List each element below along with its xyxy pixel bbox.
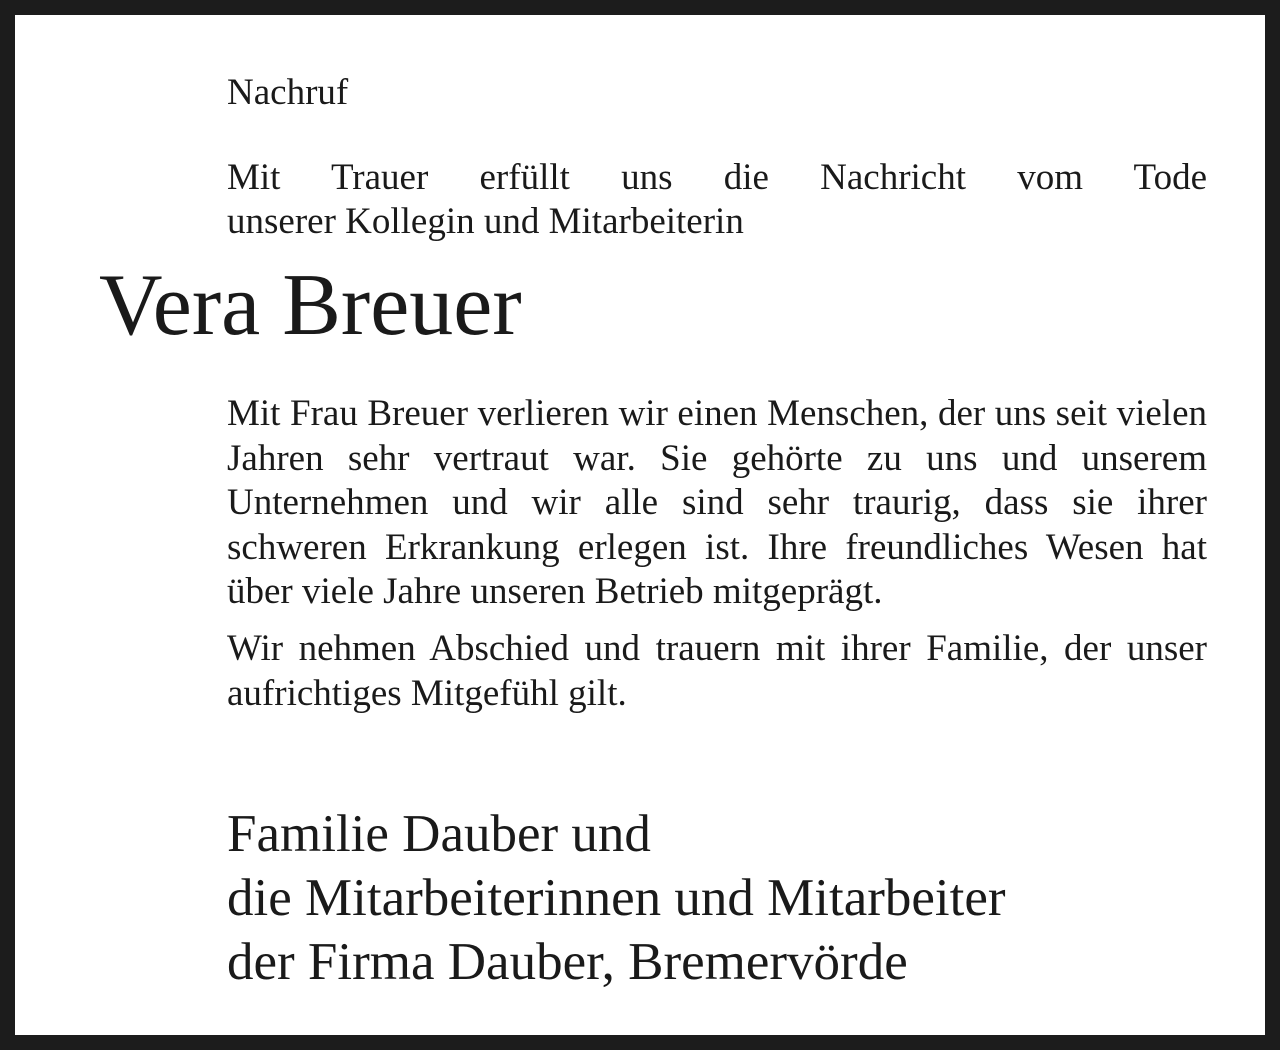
intro-line: unserer Kollegin und Mitarbeiterin	[227, 201, 744, 242]
body-text	[227, 392, 1207, 716]
body-paragraph: Wir nehmen Abschied und trauern mit ihrer Familie, der unser aufrichtiges Mitgefühl gilt.	[227, 627, 1207, 714]
body-paragraph: Mit Frau Breuer verlieren wir einen Menschen, der uns seit vielen Jahren sehr vertraut war. Sie gehörte zu uns und unserem Unternehmen und wir alle sind sehr traurig, dass sie ihrer schweren Erkrankung erlegen ist. Ihre freundliches Wesen hat über viele Jahre unseren Betrieb mitgeprägt.	[227, 393, 1207, 613]
intro-text	[227, 156, 1207, 244]
signature-line: Familie Dauber und	[227, 805, 651, 863]
deceased-name: Vera Breuer	[99, 257, 522, 354]
signature-block	[227, 802, 1207, 994]
signature-line: der Firma Dauber, Bremervörde	[227, 933, 908, 991]
notice-label: Nachruf	[227, 72, 349, 113]
intro-line: Mit Trauer erfüllt uns die Nachricht vom Tode	[227, 157, 1207, 198]
signature-line: die Mitarbeiterinnen und Mitarbeiter	[227, 869, 1006, 927]
